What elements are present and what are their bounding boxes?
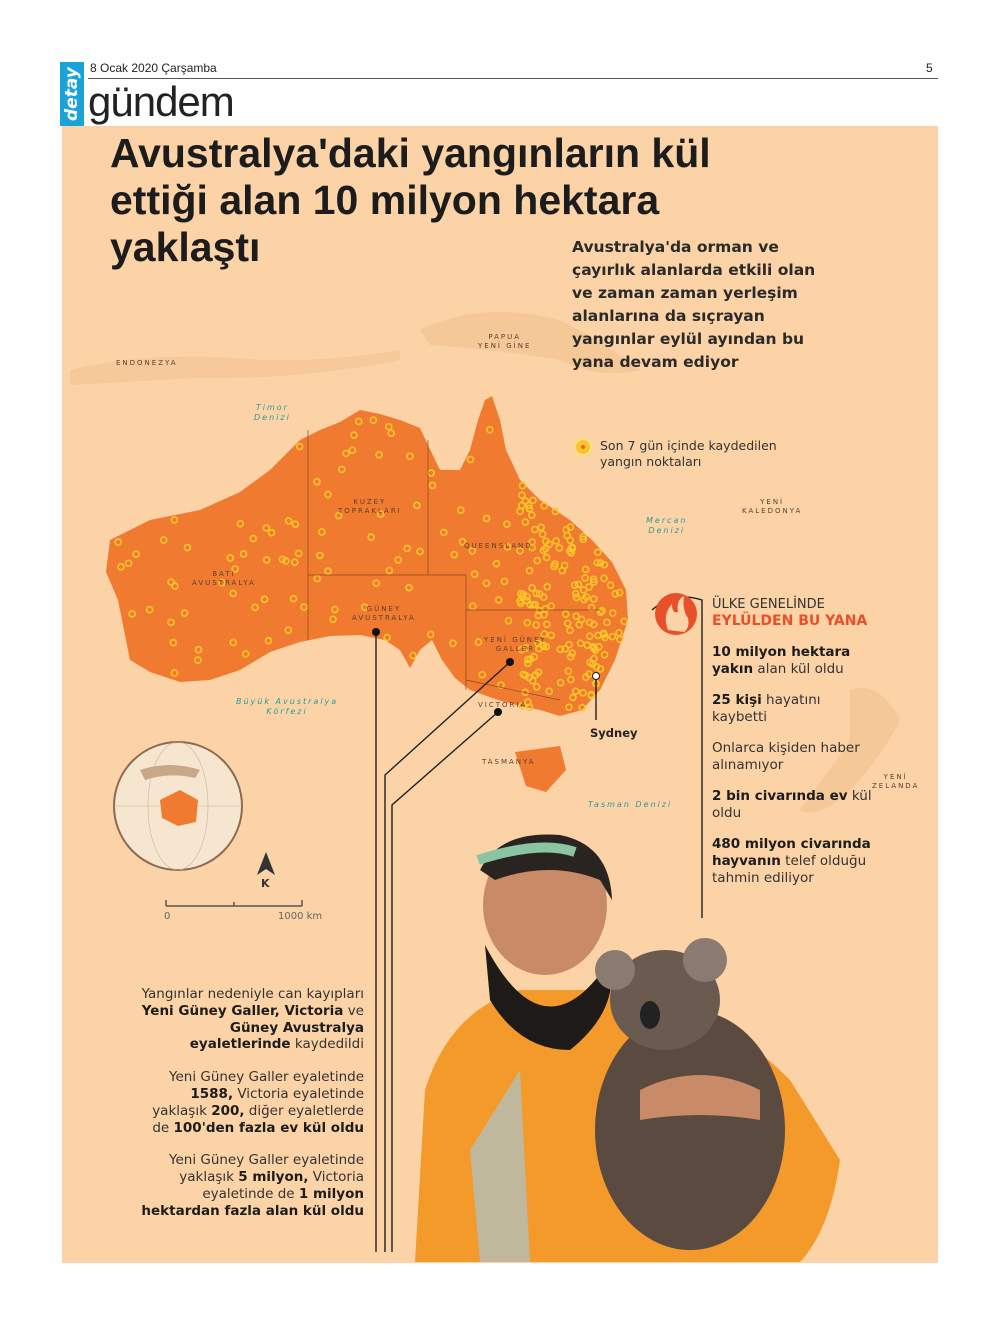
label-mercan-2: Denizi bbox=[648, 526, 686, 535]
label-great-bight bbox=[236, 697, 338, 717]
stat-item bbox=[712, 788, 872, 822]
stat-item bbox=[712, 740, 872, 774]
text: Victoria eyaletinde yaklaşık bbox=[152, 1085, 364, 1119]
text: Onlarca kişiden haber alınamıyor bbox=[712, 740, 860, 773]
sa-marker bbox=[372, 628, 380, 636]
compass-label: K bbox=[261, 877, 270, 890]
label-coral-sea bbox=[646, 516, 687, 536]
label-wa-1: BATI bbox=[212, 570, 236, 578]
fire-point-icon bbox=[576, 440, 590, 454]
stat-item bbox=[712, 692, 872, 726]
text: diğer eyaletlerde de bbox=[152, 1102, 364, 1136]
scale-start: 0 bbox=[164, 911, 171, 922]
bold-text: 200, bbox=[211, 1102, 245, 1119]
stat-item bbox=[712, 644, 872, 678]
nsw-marker bbox=[506, 658, 514, 666]
tasmania bbox=[515, 746, 566, 792]
label-papua-1: PAPUA bbox=[488, 333, 522, 341]
stats-list bbox=[712, 644, 872, 887]
text: Yeni Güney Galler eyaletinde bbox=[169, 1069, 364, 1086]
note-paragraph bbox=[140, 986, 364, 1053]
label-western-australia bbox=[192, 570, 256, 588]
label-papua bbox=[478, 333, 531, 351]
legend-line-1: Son 7 gün içinde kaydedilen bbox=[600, 438, 777, 453]
globe-inset-icon bbox=[114, 742, 242, 870]
text: Victoria eyaletinde de bbox=[202, 1169, 364, 1202]
map-legend bbox=[576, 438, 777, 470]
text: kaydedildi bbox=[290, 1036, 364, 1053]
label-bight-1: Büyük Avustralya bbox=[236, 697, 339, 706]
bold-text: 25 kişi bbox=[712, 692, 762, 708]
bold-text: 2 bin civarında ev bbox=[712, 788, 848, 804]
bold-text: 480 milyon civarında hayvanın bbox=[712, 836, 871, 869]
label-tasman-sea: Tasman Denizi bbox=[588, 800, 673, 809]
stat-item bbox=[712, 836, 872, 887]
label-nsw-2: GALLER bbox=[495, 645, 536, 653]
label-new-zealand bbox=[872, 773, 919, 791]
text: kül oldu bbox=[712, 788, 872, 821]
label-bight-2: Körfezi bbox=[266, 707, 308, 716]
bold-text: 10 milyon hektara yakın bbox=[712, 644, 851, 677]
label-timor-sea bbox=[254, 403, 291, 423]
scale-bar bbox=[166, 900, 302, 906]
headline: Avustralya'daki yangınların kül ettiği alan 10 milyon hektara yaklaştı bbox=[110, 130, 711, 270]
legend-line-2: yangın noktaları bbox=[600, 454, 702, 469]
label-indonesia: ENDONEZYA bbox=[116, 359, 178, 367]
label-tasmania: TASMANYA bbox=[482, 758, 536, 766]
label-nz-1: YENİ bbox=[883, 773, 908, 781]
text: Yeni Güney Galler eyaletinde yaklaşık bbox=[169, 1152, 364, 1186]
label-nc-2: KALEDONYA bbox=[742, 507, 803, 515]
label-timor-2: Denizi bbox=[254, 413, 291, 422]
bold-text: 1 milyon hektardan fazla alan kül oldu bbox=[141, 1185, 364, 1219]
label-nc-1: YENİ bbox=[760, 498, 785, 506]
stats-subheading: EYLÜLDEN BU YANA bbox=[712, 613, 868, 629]
label-new-caledonia bbox=[742, 498, 802, 516]
sydney-marker bbox=[593, 673, 600, 680]
scale-end: 1000 km bbox=[278, 911, 323, 922]
label-nsw-1: YENİ GÜNEY bbox=[484, 636, 547, 644]
text: Yangınlar nedeniyle can kayıpları bbox=[141, 986, 364, 1002]
text: alan kül oldu bbox=[753, 661, 844, 677]
text: ve bbox=[343, 1002, 364, 1019]
stats-heading: ÜLKE GENELİNDE bbox=[712, 597, 825, 612]
label-victoria: VICTORIA bbox=[478, 701, 528, 709]
label-sydney: Sydney bbox=[590, 726, 638, 740]
stats-panel bbox=[712, 596, 872, 901]
label-sa-1: GÜNEY bbox=[366, 605, 402, 613]
bold-text: Yeni Güney Galler, Victoria bbox=[141, 1002, 344, 1019]
section-title: gündem bbox=[88, 78, 234, 125]
note-paragraph bbox=[140, 1069, 364, 1136]
label-nz-2: ZELANDA bbox=[872, 782, 920, 790]
label-northern-territory bbox=[338, 498, 402, 516]
notes-panel bbox=[140, 986, 364, 1236]
label-papua-2: YENİ GİNE bbox=[478, 342, 532, 350]
compass-north-icon bbox=[257, 852, 275, 875]
detay-logo: detay bbox=[60, 62, 84, 126]
note-paragraph bbox=[140, 1152, 364, 1219]
label-south-australia bbox=[352, 605, 416, 623]
page-number: 5 bbox=[926, 61, 933, 75]
issue-date: 8 Ocak 2020 Çarşamba bbox=[90, 61, 217, 75]
bold-text: Güney Avustralya eyaletlerinde bbox=[189, 1019, 364, 1053]
bold-text: 1588, bbox=[190, 1085, 234, 1102]
intro-text: Avustralya'da orman ve çayırlık alanlarda etkili olan ve zaman zaman yerleşim alanlarına da sıçrayan yangınlar eylül ayından bu yana devam ediyor bbox=[572, 238, 816, 371]
label-nt-2: TOPRAKLARI bbox=[338, 507, 402, 515]
text: hayatını kaybetti bbox=[712, 692, 821, 725]
bold-text: 5 milyon, bbox=[238, 1169, 309, 1186]
label-sa-2: AVUSTRALYA bbox=[352, 614, 416, 622]
label-nt-1: KUZEY bbox=[353, 498, 387, 506]
fire-icon bbox=[655, 593, 697, 635]
label-wa-2: AVUSTRALYA bbox=[192, 579, 256, 587]
label-nsw bbox=[484, 636, 547, 654]
text: telef olduğu tahmin ediliyor bbox=[712, 853, 867, 886]
label-timor-1: Timor bbox=[255, 403, 289, 412]
label-queensland: QUEENSLAND bbox=[464, 542, 533, 550]
bold-text: 100'den fazla ev kül oldu bbox=[173, 1119, 364, 1136]
label-mercan-1: Mercan bbox=[646, 516, 688, 525]
